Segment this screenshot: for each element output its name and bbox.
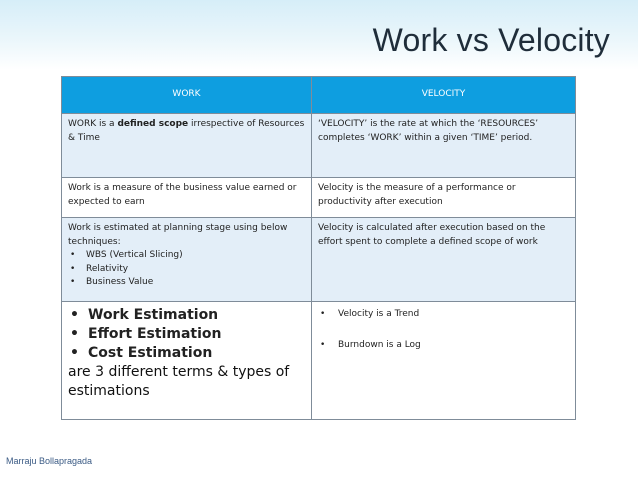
technique-list	[68, 249, 305, 290]
table-row	[62, 218, 576, 302]
work-intro: Work is estimated at planning stage using below techniques:	[68, 223, 288, 247]
work-text-suffix: irrespective of Resources & Time	[68, 119, 305, 143]
comparison-table	[61, 76, 576, 420]
velocity-cell	[312, 302, 576, 420]
list-item: • Relativity	[68, 263, 305, 277]
velocity-cell: Velocity is the measure of a performance or productivity after execution	[312, 178, 576, 218]
list-item: • Business Value	[68, 276, 305, 290]
list-item: • Burndown is a Log	[318, 339, 569, 353]
estimation-tail: are 3 different terms & types of estimations	[68, 363, 290, 399]
velocity-list	[318, 308, 569, 352]
work-cell	[62, 218, 312, 302]
velocity-cell: ‘VELOCITY’ is the rate at which the ‘RESOURCES’ completes ‘WORK’ within a given ‘TIME’ period.	[312, 114, 576, 178]
list-item: • Cost Estimation	[68, 344, 305, 363]
work-text-prefix: WORK is a	[68, 119, 118, 129]
table-header-row	[62, 77, 576, 114]
list-item: • Velocity is a Trend	[318, 308, 569, 322]
work-cell	[62, 114, 312, 178]
list-item: • Effort Estimation	[68, 325, 305, 344]
work-text-bold: defined scope	[117, 119, 189, 129]
footer-author: Marraju Bollapragada	[6, 456, 93, 466]
header-work: WORK	[62, 77, 312, 114]
table-row	[62, 302, 576, 420]
work-cell	[62, 302, 312, 420]
estimation-list	[68, 306, 305, 363]
slide-title: Work vs Velocity	[372, 22, 610, 58]
list-item: • WBS (Vertical Slicing)	[68, 249, 305, 263]
table-row	[62, 178, 576, 218]
header-velocity: VELOCITY	[312, 77, 576, 114]
work-cell: Work is a measure of the business value earned or expected to earn	[62, 178, 312, 218]
list-item: • Work Estimation	[68, 306, 305, 325]
velocity-cell: Velocity is calculated after execution based on the effort spent to complete a defined scope of work	[312, 218, 576, 302]
table-row	[62, 114, 576, 178]
